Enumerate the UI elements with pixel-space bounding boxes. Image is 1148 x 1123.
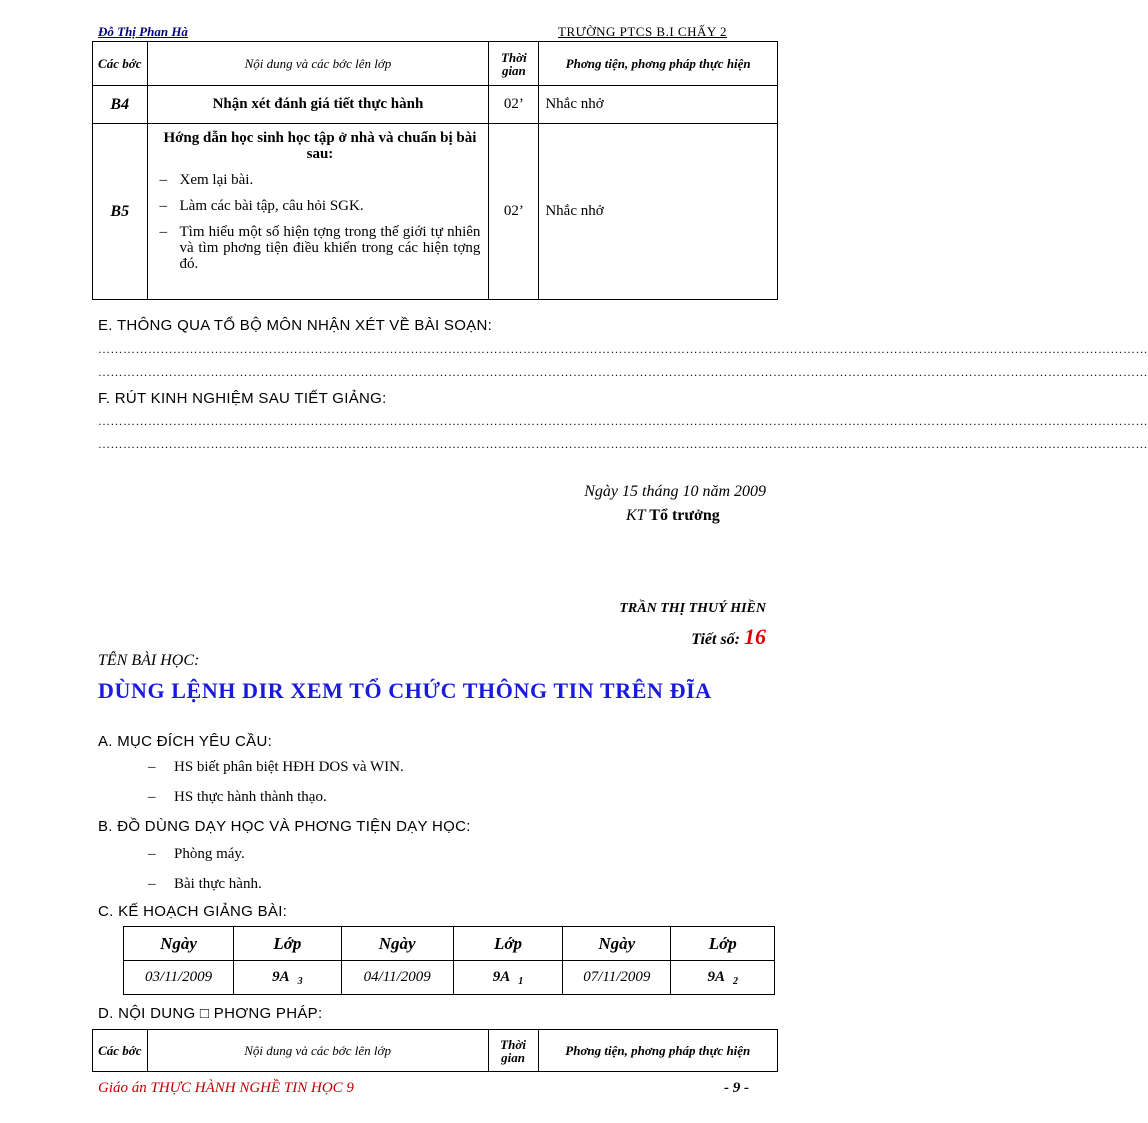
schedule-class	[453, 961, 562, 995]
class-number: 3	[297, 975, 303, 987]
lesson-title: DÙNG LỆNH DIR XEM TỔ CHỨC THÔNG TIN TRÊN ĐĨA	[98, 678, 712, 703]
step-content-title: Hớng dẫn học sinh học tập ở nhà và chuẩn bị bài sau:	[163, 130, 477, 162]
lesson-number-label: Tiết số:	[691, 631, 740, 648]
section-e-title: E. THÔNG QUA TỔ BỘ MÔN NHẬN XÉT VỀ BÀI SOẠN:	[98, 317, 493, 334]
schedule-date: 03/11/2009	[124, 961, 234, 995]
class-name: 9A	[492, 968, 511, 985]
table-header-row	[93, 42, 778, 86]
col-time-header: Thời gian	[489, 42, 539, 86]
class-name: 9A	[272, 968, 290, 985]
list-item-text: HS thực hành thành thạo.	[174, 789, 327, 805]
schedule-table	[123, 926, 775, 995]
table-header-row	[124, 927, 775, 961]
section-f-title: F. RÚT KINH NGHIỆM SAU TIẾT GIẢNG:	[98, 390, 387, 407]
col-step-header: Các bớc	[93, 1030, 148, 1072]
page-number: - 9 -	[724, 1080, 749, 1096]
step-time: 02’	[489, 124, 539, 300]
signoff-name: TRẦN THỊ THUÝ HIỀN	[619, 601, 766, 616]
schedule-date: 04/11/2009	[341, 961, 453, 995]
list-item: – Bài thực hành.	[148, 876, 262, 892]
step-label: B5	[93, 124, 148, 300]
class-number: 1	[518, 975, 524, 987]
schedule-header-class: Lớp	[453, 927, 562, 961]
dotted-line: ………………………………………………………………………………………………………………………………………………………………………………………………………………………………	[98, 342, 1148, 356]
list-item-text: Bài thực hành.	[174, 876, 262, 892]
col-content-header: Nội dung và các bớc lên lớp	[147, 1030, 488, 1072]
schedule-date: 07/11/2009	[563, 961, 671, 995]
step-method: Nhắc nhở	[539, 124, 778, 300]
step-content: Nhận xét đánh giá tiết thực hành	[147, 86, 489, 124]
lesson-steps-table	[92, 41, 778, 300]
schedule-header-date: Ngày	[563, 927, 671, 961]
table-row	[93, 124, 778, 300]
step-time: 02’	[489, 86, 539, 124]
author-header: Đỗ Thị Phan Hà	[98, 24, 188, 39]
signoff-role	[626, 507, 720, 525]
schedule-header-class: Lớp	[234, 927, 341, 961]
content-method-table-header	[92, 1029, 778, 1072]
lesson-number-value: 16	[744, 624, 766, 649]
section-b-title: B. ĐỒ DÙNG DẠY HỌC VÀ PHƠNG TIỆN DẠY HỌC:	[98, 818, 471, 835]
table-header-row	[93, 1030, 778, 1072]
section-c-title: C. KẾ HOẠCH GIẢNG BÀI:	[98, 903, 288, 920]
list-item: – HS thực hành thành thạo.	[148, 789, 327, 805]
schedule-header-date: Ngày	[124, 927, 234, 961]
table-row	[124, 961, 775, 995]
lesson-number	[691, 624, 766, 650]
lesson-name-label: TÊN BÀI HỌC:	[98, 652, 200, 669]
step-content	[147, 124, 489, 300]
signoff-role-title: Tổ trưởng	[649, 507, 720, 524]
col-step-header: Các bớc	[93, 42, 148, 86]
signoff-role-prefix: KT	[626, 507, 646, 524]
list-item-text: HS biết phân biệt HĐH DOS và WIN.	[174, 759, 404, 775]
dotted-line: ………………………………………………………………………………………………………………………………………………………………………………………………………………………………	[98, 437, 1148, 451]
col-method-header: Phơng tiện, phơng pháp thực hiện	[539, 42, 778, 86]
list-item: – Tìm hiểu một số hiện tợng trong thế giới tự nhiên và tìm phơng tiện điều khiển trong các hiện tợng đó.	[160, 224, 481, 272]
section-a-title: A. MỤC ĐÍCH YÊU CẦU:	[98, 733, 273, 750]
list-item: – Xem lại bài.	[160, 172, 481, 188]
list-item: – Làm các bài tập, câu hỏi SGK.	[160, 198, 481, 214]
list-item: – HS biết phân biệt HĐH DOS và WIN.	[148, 759, 404, 775]
dotted-line: ………………………………………………………………………………………………………………………………………………………………………………………………………………………………	[98, 414, 1148, 428]
schedule-class	[234, 961, 341, 995]
list-item: – Phòng máy.	[148, 846, 245, 862]
col-content-header: Nội dung và các bớc lên lớp	[147, 42, 489, 86]
schedule-header-class: Lớp	[671, 927, 775, 961]
class-number: 2	[732, 975, 738, 987]
schedule-class	[671, 961, 775, 995]
section-d-title: D. NỘI DUNG □ PHƠNG PHÁP:	[98, 1005, 323, 1022]
col-method-header: Phơng tiện, phơng pháp thực hiện	[538, 1030, 777, 1072]
class-name: 9A	[707, 968, 725, 985]
school-header: TRƯỜNG PTCS B.I CHẤY 2	[558, 24, 728, 39]
col-time-header: Thời gian	[488, 1030, 538, 1072]
signoff-date: Ngày 15 tháng 10 năm 2009	[584, 483, 766, 500]
footer-title: Giáo án THỰC HÀNH NGHỀ TIN HỌC 9	[98, 1080, 354, 1096]
table-row	[93, 86, 778, 124]
step-method: Nhắc nhở	[539, 86, 778, 124]
dotted-line: ………………………………………………………………………………………………………………………………………………………………………………………………………………………………	[98, 365, 1148, 379]
step-label: B4	[93, 86, 148, 124]
schedule-header-date: Ngày	[341, 927, 453, 961]
list-item-text: Phòng máy.	[174, 846, 245, 862]
